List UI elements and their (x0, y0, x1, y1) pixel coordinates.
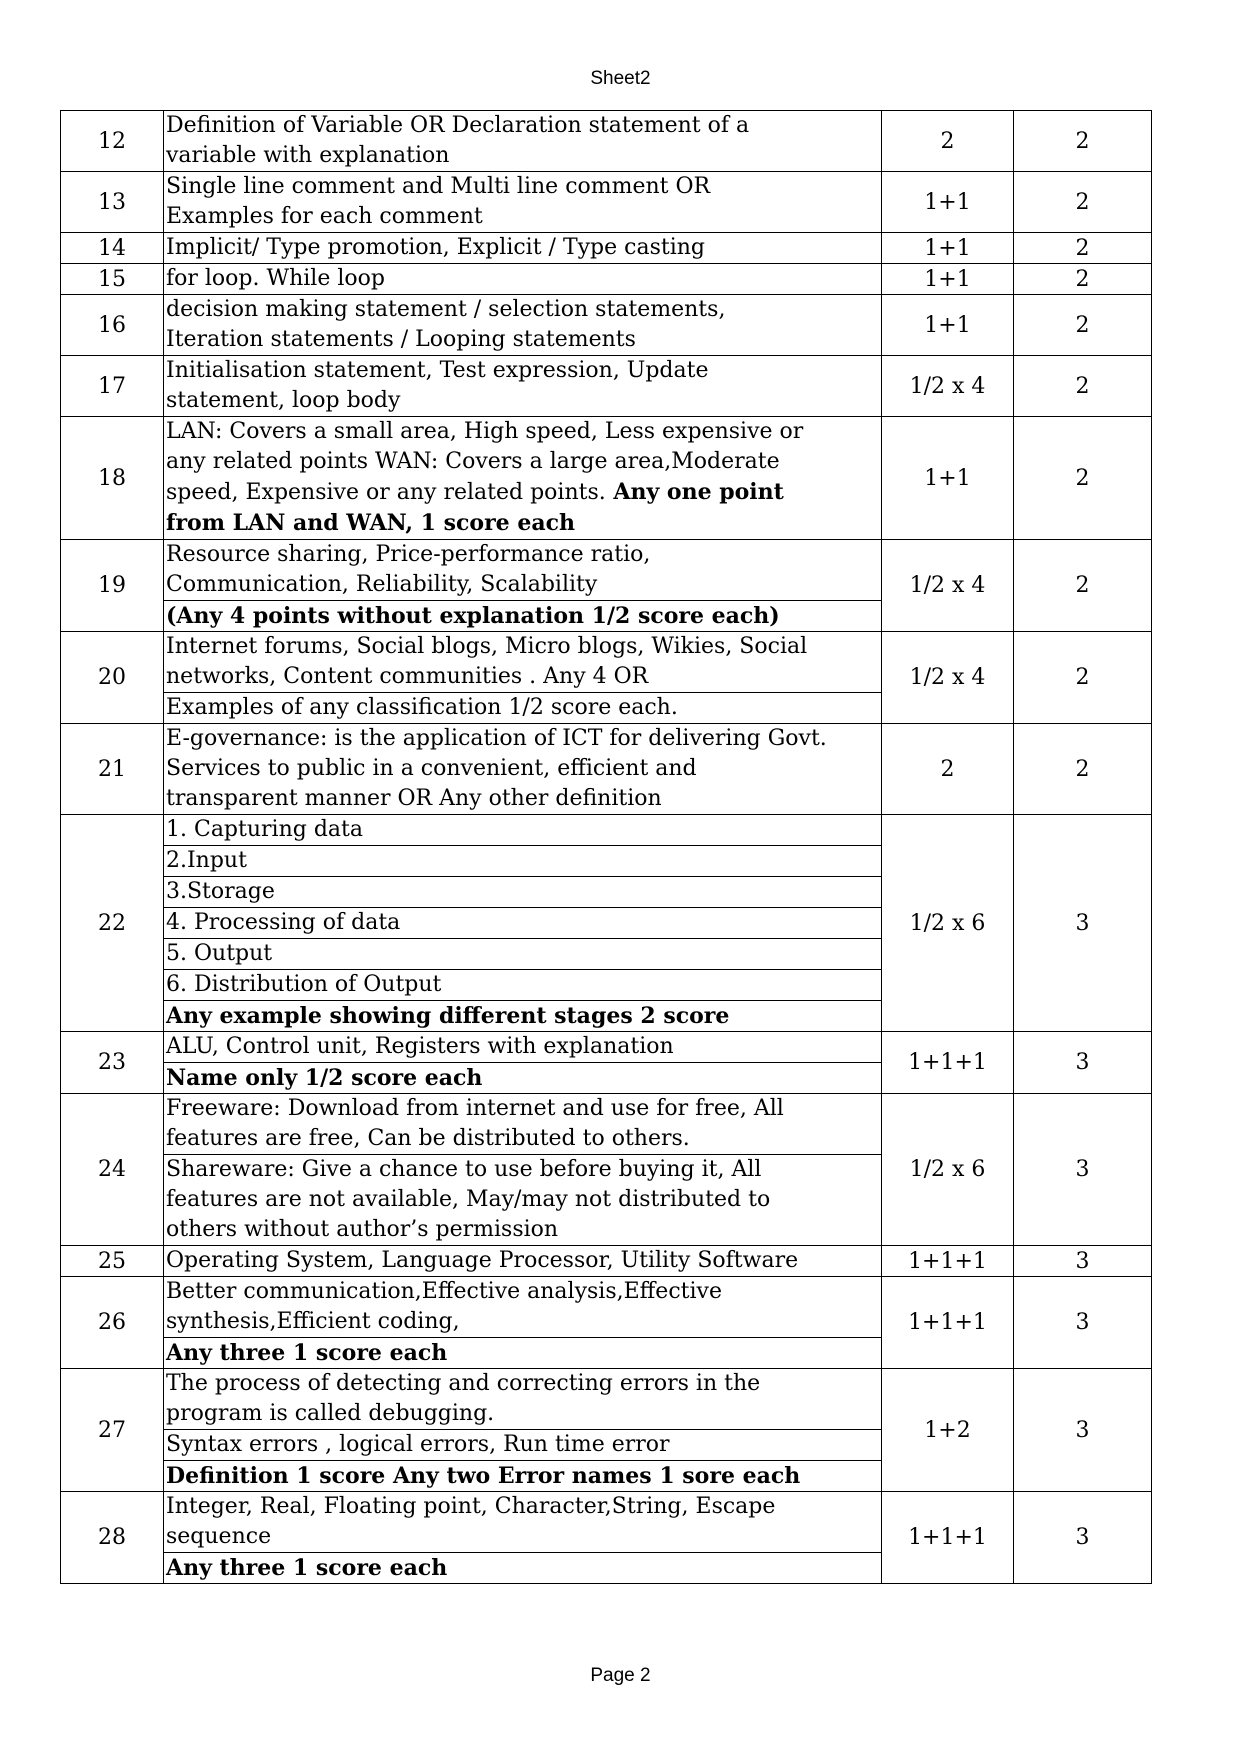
answer-point: for loop. While loop (166, 266, 385, 291)
answer-key-cell (164, 356, 882, 417)
table-row (61, 1246, 1152, 1277)
answer-point: E-governance: is the application of ICT for delivering Govt. Services to public in a convenient, efficient and transparent manner OR Any other definition (166, 726, 827, 811)
scoring-note: Name only 1/2 score each (164, 1062, 881, 1093)
score-split: 1+1 (882, 417, 1014, 540)
question-number: 17 (61, 356, 164, 417)
answer-point: decision making statement / selection statements, Iteration statements / Looping statements (166, 297, 726, 352)
answer-point: Initialisation statement, Test expression, Update statement, loop body (166, 358, 709, 413)
score-split: 1+1 (882, 264, 1014, 295)
sheet-title: Sheet2 (590, 68, 651, 89)
score-split: 1+1+1 (882, 1277, 1014, 1369)
question-number: 18 (61, 417, 164, 540)
score-split: 1/2 x 4 (882, 540, 1014, 632)
total-score: 3 (1014, 1492, 1152, 1584)
scoring-key-table (60, 110, 1152, 1584)
answer-point: Examples of any classification 1/2 score each. (164, 692, 881, 723)
answer-point: Operating System, Language Processor, Utility Software (166, 1248, 799, 1273)
answer-point: Resource sharing, Price-performance ratio, Communication, Reliability, Scalability (166, 542, 651, 597)
score-split: 1/2 x 6 (882, 1094, 1014, 1246)
table-row (61, 632, 1152, 724)
answer-key-cell (164, 417, 882, 540)
score-split: 1+1+1 (882, 1492, 1014, 1584)
scoring-note: Any three 1 score each (164, 1552, 881, 1583)
score-split: 2 (882, 111, 1014, 172)
answer-key-cell (164, 1369, 882, 1492)
question-number: 12 (61, 111, 164, 172)
score-split: 1/2 x 4 (882, 356, 1014, 417)
table-row (61, 417, 1152, 540)
answer-point: 4. Processing of data (164, 907, 881, 938)
answer-key-cell (164, 540, 882, 632)
total-score: 2 (1014, 417, 1152, 540)
answer-key-cell (164, 172, 882, 233)
table-row (61, 264, 1152, 295)
total-score: 2 (1014, 632, 1152, 724)
answer-point: Shareware: Give a chance to use before buying it, All features are not available, May/may not distributed to others without author’s permission (164, 1154, 881, 1245)
scoring-note: Any example showing different stages 2 score (164, 1000, 881, 1031)
question-number: 20 (61, 632, 164, 724)
answer-point: 6. Distribution of Output (164, 969, 881, 1000)
answer-key-cell (164, 815, 882, 1032)
total-score: 3 (1014, 1246, 1152, 1277)
answer-point: 5. Output (164, 938, 881, 969)
answer-point: Freeware: Download from internet and use for free, All features are free, Can be distributed to others. (166, 1096, 784, 1151)
question-number: 22 (61, 815, 164, 1032)
answer-point: Definition of Variable OR Declaration statement of a variable with explanation (166, 113, 750, 168)
question-number: 16 (61, 295, 164, 356)
answer-point: 3.Storage (164, 876, 881, 907)
question-number: 26 (61, 1277, 164, 1369)
total-score: 3 (1014, 815, 1152, 1032)
scoring-note: Any three 1 score each (164, 1337, 881, 1368)
question-number: 14 (61, 233, 164, 264)
table-row (61, 815, 1152, 1032)
table-row (61, 356, 1152, 417)
question-number: 25 (61, 1246, 164, 1277)
table-row (61, 1369, 1152, 1492)
answer-key-cell (164, 264, 882, 295)
question-number: 28 (61, 1492, 164, 1584)
total-score: 2 (1014, 356, 1152, 417)
score-split: 1/2 x 6 (882, 815, 1014, 1032)
table-row (61, 540, 1152, 632)
question-number: 23 (61, 1032, 164, 1094)
answer-key-cell (164, 295, 882, 356)
total-score: 2 (1014, 264, 1152, 295)
score-split: 1/2 x 4 (882, 632, 1014, 724)
score-split: 1+2 (882, 1369, 1014, 1492)
question-number: 21 (61, 724, 164, 815)
total-score: 2 (1014, 295, 1152, 356)
table-row (61, 172, 1152, 233)
answer-point: LAN: Covers a small area, High speed, Less expensive or any related points WAN: Covers a large area,Moderate speed, Expensive or any related points. Any one point from LAN and WAN, 1 score each (166, 419, 804, 536)
answer-point: 2.Input (164, 845, 881, 876)
answer-key-cell (164, 1246, 882, 1277)
answer-point: Better communication,Effective analysis,Effective synthesis,Efficient coding, (166, 1279, 722, 1334)
score-split: 1+1 (882, 233, 1014, 264)
total-score: 2 (1014, 540, 1152, 632)
answer-point: ALU, Control unit, Registers with explanation (166, 1034, 674, 1059)
scoring-note: Any one point from LAN and WAN, 1 score each (166, 479, 784, 536)
answer-key-cell (164, 111, 882, 172)
score-split: 1+1+1 (882, 1246, 1014, 1277)
question-number: 15 (61, 264, 164, 295)
total-score: 2 (1014, 172, 1152, 233)
page-number: Page 2 (590, 1665, 651, 1686)
answer-point: Single line comment and Multi line comment OR Examples for each comment (166, 174, 711, 229)
answer-key-cell (164, 724, 882, 815)
total-score: 2 (1014, 111, 1152, 172)
answer-key-cell (164, 1492, 882, 1584)
answer-point: Implicit/ Type promotion, Explicit / Type casting (166, 235, 706, 260)
answer-key-cell (164, 233, 882, 264)
total-score: 3 (1014, 1032, 1152, 1094)
answer-key-cell (164, 632, 882, 724)
answer-point: Syntax errors , logical errors, Run time error (164, 1429, 881, 1460)
table-row (61, 111, 1152, 172)
scoring-note: Definition 1 score Any two Error names 1 sore each (164, 1460, 881, 1491)
table-row (61, 1094, 1152, 1246)
question-number: 13 (61, 172, 164, 233)
answer-point: 1. Capturing data (166, 817, 363, 842)
total-score: 2 (1014, 233, 1152, 264)
table-row (61, 1492, 1152, 1584)
table-row (61, 295, 1152, 356)
answer-key-cell (164, 1032, 882, 1094)
answer-point: Internet forums, Social blogs, Micro blogs, Wikies, Social networks, Content communities . Any 4 OR (166, 634, 808, 689)
scoring-note: (Any 4 points without explanation 1/2 score each) (164, 600, 881, 631)
score-split: 1+1 (882, 295, 1014, 356)
total-score: 3 (1014, 1369, 1152, 1492)
answer-point: The process of detecting and correcting errors in the program is called debugging. (166, 1371, 761, 1426)
score-split: 1+1 (882, 172, 1014, 233)
question-number: 19 (61, 540, 164, 632)
score-split: 2 (882, 724, 1014, 815)
table-row (61, 1277, 1152, 1369)
table-row (61, 233, 1152, 264)
total-score: 3 (1014, 1277, 1152, 1369)
question-number: 27 (61, 1369, 164, 1492)
table-row (61, 1032, 1152, 1094)
question-number: 24 (61, 1094, 164, 1246)
table-row (61, 724, 1152, 815)
answer-point: Integer, Real, Floating point, Character,String, Escape sequence (166, 1494, 776, 1549)
total-score: 3 (1014, 1094, 1152, 1246)
answer-key-cell (164, 1277, 882, 1369)
total-score: 2 (1014, 724, 1152, 815)
answer-key-cell (164, 1094, 882, 1246)
score-split: 1+1+1 (882, 1032, 1014, 1094)
scoring-key-body (61, 111, 1152, 1584)
